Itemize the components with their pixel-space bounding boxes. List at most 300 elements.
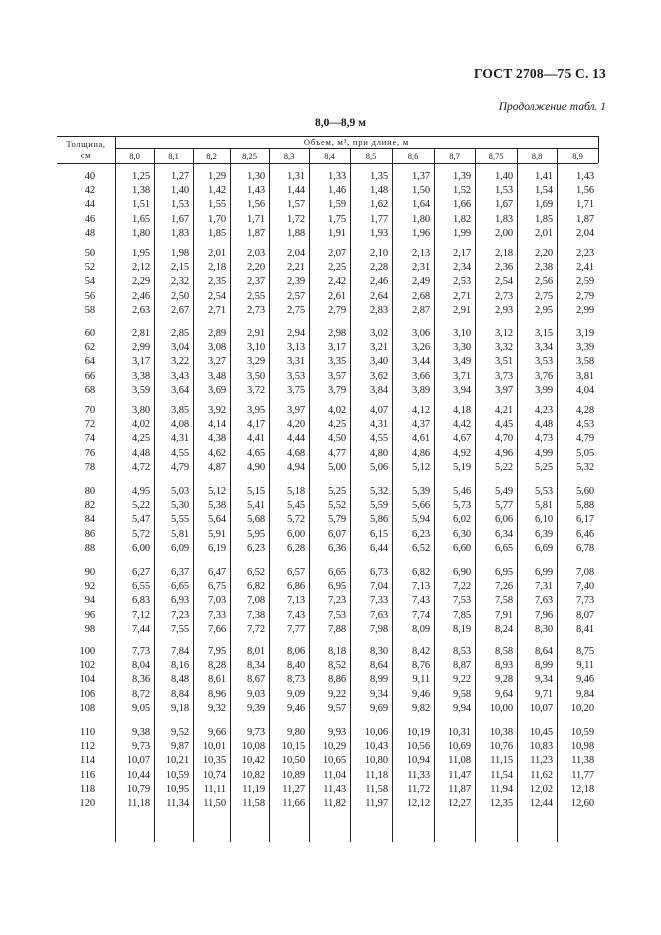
- volume-cell: 4,21: [495, 405, 513, 416]
- volume-cell: 3,13: [287, 342, 305, 354]
- volume-cell: 4,37: [412, 419, 430, 431]
- volume-cell: 2,56: [535, 276, 553, 288]
- volume-cell: 3,10: [453, 328, 471, 339]
- volume-cell: 3,76: [535, 370, 553, 382]
- volume-cell: 1,54: [535, 185, 553, 197]
- length-header: 8,5: [365, 151, 377, 161]
- volume-cell: 8,07: [576, 609, 594, 621]
- volume-cell: 9,80: [287, 727, 305, 738]
- volume-cell: 6,36: [328, 542, 346, 554]
- volume-cell: 10,74: [202, 769, 226, 781]
- volume-cell: 5,06: [370, 461, 388, 473]
- volume-cell: 8,48: [171, 674, 189, 686]
- volume-cell: 1,67: [171, 213, 189, 225]
- volume-cell: 7,84: [171, 646, 189, 657]
- volume-cell: 3,04: [171, 342, 189, 354]
- volume-cell: 5,30: [171, 500, 189, 512]
- volume-cell: 8,96: [208, 688, 226, 700]
- volume-cell: 10,19: [406, 727, 430, 738]
- volume-cell: 3,73: [495, 370, 513, 382]
- volume-cell: 6,95: [495, 567, 513, 578]
- volume-cell: 5,95: [247, 528, 265, 540]
- volume-cell: 4,95: [132, 486, 150, 497]
- volume-cell: 3,39: [576, 342, 594, 354]
- volume-cell: 8,53: [453, 646, 471, 657]
- volume-cell: 3,06: [412, 328, 430, 339]
- volume-cell: 2,46: [370, 276, 388, 288]
- volume-cell: 9,38: [132, 727, 150, 738]
- volume-cell: 9,73: [132, 741, 150, 753]
- volume-cell: 11,08: [448, 755, 471, 767]
- volume-cell: 11,58: [242, 798, 265, 809]
- volume-cell: 2,91: [247, 328, 265, 339]
- volume-cell: 3,92: [208, 405, 226, 416]
- volume-cell: 3,89: [412, 384, 430, 396]
- length-header: 8,0: [129, 151, 140, 161]
- volume-cell: 1,53: [171, 199, 189, 211]
- volume-cell: 11,77: [571, 769, 594, 781]
- thickness-value: 70: [84, 405, 95, 416]
- volume-cell: 2,34: [453, 262, 471, 274]
- volume-cell: 5,77: [495, 500, 513, 512]
- volume-cell: 1,65: [132, 213, 150, 225]
- thickness-value: 86: [84, 528, 95, 540]
- volume-cell: 7,26: [495, 581, 513, 593]
- volume-cell: 4,55: [171, 447, 189, 459]
- volume-cell: 4,12: [412, 405, 430, 416]
- volume-cell: 5,64: [208, 514, 226, 526]
- volume-cell: 7,03: [208, 595, 226, 607]
- volume-cell: 12,12: [406, 798, 430, 809]
- volume-cell: 4,50: [328, 433, 346, 445]
- volume-cell: 11,54: [490, 769, 513, 781]
- volume-cell: 5,55: [171, 514, 189, 526]
- volume-cell: 6,86: [287, 581, 305, 593]
- volume-cell: 5,05: [576, 447, 594, 459]
- volume-cell: 3,97: [495, 384, 513, 396]
- volume-cell: 5,72: [287, 514, 305, 526]
- volume-cell: 3,50: [247, 370, 265, 382]
- volume-cell: 6,93: [171, 595, 189, 607]
- volume-cell: 5,86: [370, 514, 388, 526]
- volume-cell: 11,15: [490, 755, 513, 767]
- volume-cell: 6,00: [287, 528, 305, 540]
- thickness-value: 94: [84, 595, 95, 607]
- volume-header: Объем, м³, при длине, м: [303, 137, 410, 147]
- volume-cell: 1,91: [328, 227, 346, 239]
- volume-cell: 2,83: [370, 304, 388, 316]
- volume-cell: 9,84: [576, 688, 594, 700]
- volume-cell: 6,78: [576, 542, 594, 554]
- volume-cell: 10,29: [322, 741, 346, 753]
- volume-cell: 11,87: [448, 783, 471, 795]
- volume-cell: 9,11: [576, 660, 594, 672]
- volume-cell: 2,25: [328, 262, 346, 274]
- volume-cell: 5,91: [208, 528, 226, 540]
- volume-cell: 10,35: [202, 755, 226, 767]
- volume-cell: 2,18: [495, 248, 513, 259]
- length-header: 8,2: [206, 151, 217, 161]
- volume-cell: 11,43: [323, 783, 346, 795]
- volume-cell: 5,45: [287, 500, 305, 512]
- volume-cell: 2,61: [328, 290, 346, 302]
- volume-cell: 11,72: [407, 783, 430, 795]
- volume-cell: 6,02: [453, 514, 471, 526]
- volume-cell: 7,13: [412, 581, 430, 593]
- volume-cell: 11,04: [323, 769, 346, 781]
- volume-cell: 3,19: [576, 328, 594, 339]
- volume-cell: 3,32: [495, 342, 513, 354]
- volume-cell: 2,59: [576, 276, 594, 288]
- thickness-value: 84: [84, 514, 95, 526]
- volume-cell: 10,89: [281, 769, 305, 781]
- volume-cell: 7,73: [132, 646, 150, 657]
- volume-cell: 1,40: [495, 171, 513, 182]
- volume-cell: 2,20: [535, 248, 553, 259]
- volume-cell: 1,43: [247, 185, 265, 197]
- volume-cell: 8,34: [247, 660, 265, 672]
- volume-cell: 12,60: [570, 798, 594, 809]
- volume-cell: 2,15: [171, 262, 189, 274]
- volume-cell: 5,53: [535, 486, 553, 497]
- thickness-value: 98: [84, 623, 95, 635]
- volume-cell: 7,98: [370, 623, 388, 635]
- thickness-value: 116: [79, 769, 95, 781]
- volume-cell: 6,39: [535, 528, 553, 540]
- volume-cell: 11,34: [166, 798, 189, 809]
- volume-cell: 1,25: [132, 171, 150, 182]
- thickness-value: 82: [84, 500, 95, 512]
- volume-cell: 10,69: [447, 741, 471, 753]
- volume-cell: 9,46: [287, 702, 305, 714]
- volume-cell: 4,44: [287, 433, 305, 445]
- volume-cell: 2,10: [370, 248, 388, 259]
- thickness-value: 106: [79, 688, 95, 700]
- volume-cell: 6,46: [576, 528, 594, 540]
- volume-cell: 5,59: [370, 500, 388, 512]
- volume-cell: 1,69: [535, 199, 553, 211]
- volume-cell: 9,46: [576, 674, 594, 686]
- volume-cell: 3,71: [453, 370, 471, 382]
- volume-cell: 8,42: [412, 646, 430, 657]
- page-header: ГОСТ 2708—75 С. 13: [473, 66, 606, 81]
- volume-cell: 3,44: [412, 356, 430, 368]
- volume-cell: 2,67: [171, 304, 189, 316]
- volume-cell: 3,21: [370, 342, 388, 354]
- volume-cell: 4,80: [370, 447, 388, 459]
- volume-cell: 9,22: [328, 688, 346, 700]
- volume-cell: 6,09: [171, 542, 189, 554]
- volume-cell: 8,18: [328, 646, 346, 657]
- volume-cell: 10,21: [165, 755, 189, 767]
- volume-cell: 4,18: [453, 405, 471, 416]
- volume-cell: 2,54: [495, 276, 513, 288]
- volume-cell: 5,22: [132, 500, 150, 512]
- volume-cell: 7,91: [495, 609, 513, 621]
- volume-cell: 8,36: [132, 674, 150, 686]
- volume-cell: 4,20: [287, 419, 305, 431]
- volume-cell: 9,82: [412, 702, 430, 714]
- volume-cell: 3,75: [287, 384, 305, 396]
- thickness-value: 54: [84, 276, 95, 288]
- volume-cell: 8,84: [171, 688, 189, 700]
- thickness-header-line2: см: [80, 150, 92, 160]
- volume-cell: 2,17: [453, 248, 471, 259]
- volume-cell: 11,47: [448, 769, 471, 781]
- volume-cell: 9,28: [495, 674, 513, 686]
- volume-cell: 2,13: [412, 248, 430, 259]
- volume-cell: 4,14: [208, 419, 226, 431]
- volume-cell: 6,60: [453, 542, 471, 554]
- volume-cell: 1,87: [576, 213, 594, 225]
- volume-cell: 10,07: [529, 702, 553, 714]
- thickness-value: 56: [84, 290, 95, 302]
- volume-cell: 8,30: [370, 646, 388, 657]
- volume-cell: 1,50: [412, 185, 430, 197]
- table-rule: [598, 136, 599, 163]
- thickness-value: 58: [84, 304, 95, 316]
- volume-cell: 9,32: [208, 702, 226, 714]
- volume-cell: 7,33: [370, 595, 388, 607]
- volume-cell: 3,80: [132, 405, 150, 416]
- volume-cell: 1,85: [535, 213, 553, 225]
- volume-cell: 10,08: [241, 741, 265, 753]
- volume-cell: 9,73: [247, 727, 265, 738]
- volume-cell: 4,41: [247, 433, 265, 445]
- volume-cell: 5,47: [132, 514, 150, 526]
- volume-cell: 1,64: [412, 199, 430, 211]
- volume-cell: 3,30: [453, 342, 471, 354]
- volume-cell: 11,50: [203, 798, 226, 809]
- volume-cell: 4,86: [412, 447, 430, 459]
- volume-cell: 3,34: [535, 342, 553, 354]
- volume-cell: 3,02: [370, 328, 388, 339]
- thickness-value: 120: [79, 798, 95, 809]
- volume-cell: 4,96: [495, 447, 513, 459]
- volume-cell: 2,73: [247, 304, 265, 316]
- volume-cell: 1,83: [171, 227, 189, 239]
- volume-cell: 6,00: [132, 542, 150, 554]
- volume-cell: 10,83: [529, 741, 553, 753]
- volume-cell: 11,33: [407, 769, 430, 781]
- thickness-value: 96: [84, 609, 95, 621]
- volume-cell: 7,08: [576, 567, 594, 578]
- volume-cell: 11,97: [365, 798, 388, 809]
- thickness-value: 88: [84, 542, 95, 554]
- volume-cell: 5,73: [453, 500, 471, 512]
- volume-cell: 6,19: [208, 542, 226, 554]
- volume-cell: 10,65: [322, 755, 346, 767]
- volume-cell: 1,62: [370, 199, 388, 211]
- volume-cell: 8,64: [535, 646, 553, 657]
- volume-cell: 5,25: [535, 461, 553, 473]
- volume-cell: 9,93: [328, 727, 346, 738]
- volume-cell: 9,94: [453, 702, 471, 714]
- volume-cell: 1,55: [208, 199, 226, 211]
- thickness-value: 100: [79, 646, 95, 657]
- volume-cell: 8,72: [132, 688, 150, 700]
- thickness-value: 102: [79, 660, 95, 672]
- volume-cell: 9,69: [370, 702, 388, 714]
- volume-cell: 6,23: [247, 542, 265, 554]
- volume-cell: 2,18: [208, 262, 226, 274]
- volume-cell: 9,18: [171, 702, 189, 714]
- length-header: 8,9: [572, 151, 583, 161]
- volume-cell: 4,08: [171, 419, 189, 431]
- volume-cell: 12,18: [570, 783, 594, 795]
- volume-cell: 3,72: [247, 384, 265, 396]
- volume-cell: 3,59: [132, 384, 150, 396]
- volume-cell: 4,55: [370, 433, 388, 445]
- volume-cell: 6,65: [495, 542, 513, 554]
- thickness-value: 44: [84, 199, 95, 211]
- volume-cell: 1,70: [208, 213, 226, 225]
- thickness-value: 80: [84, 486, 95, 497]
- volume-cell: 6,37: [171, 567, 189, 578]
- volume-cell: 11,11: [203, 783, 226, 795]
- volume-cell: 2,81: [132, 328, 150, 339]
- volume-cell: 6,65: [328, 567, 346, 578]
- volume-cell: 10,01: [202, 741, 226, 753]
- volume-cell: 6,44: [370, 542, 388, 554]
- volume-cell: 8,75: [576, 646, 594, 657]
- volume-cell: 11,23: [530, 755, 553, 767]
- volume-cell: 1,42: [208, 185, 226, 197]
- volume-cell: 2,49: [412, 276, 430, 288]
- volume-cell: 9,71: [535, 688, 553, 700]
- volume-cell: 2,94: [287, 328, 305, 339]
- volume-cell: 4,61: [412, 433, 430, 445]
- length-header: 8,75: [488, 151, 504, 161]
- volume-cell: 4,99: [535, 447, 553, 459]
- volume-cell: 8,09: [412, 623, 430, 635]
- volume-cell: 12,27: [447, 798, 471, 809]
- volume-cell: 6,57: [287, 567, 305, 578]
- volume-cell: 2,75: [287, 304, 305, 316]
- volume-cell: 11,62: [530, 769, 553, 781]
- volume-cell: 3,26: [412, 342, 430, 354]
- volume-cell: 2,85: [171, 328, 189, 339]
- volume-cell: 3,97: [287, 405, 305, 416]
- volume-cell: 2,00: [495, 227, 513, 239]
- volume-cell: 7,43: [287, 609, 305, 621]
- volume-cell: 8,99: [535, 660, 553, 672]
- volume-cell: 5,81: [535, 500, 553, 512]
- volume-cell: 8,58: [495, 646, 513, 657]
- volume-cell: 10,56: [406, 741, 430, 753]
- volume-cell: 5,12: [412, 461, 430, 473]
- volume-cell: 8,41: [576, 623, 594, 635]
- volume-cell: 7,31: [535, 581, 553, 593]
- volume-cell: 2,42: [328, 276, 346, 288]
- volume-cell: 3,49: [453, 356, 471, 368]
- volume-cell: 11,18: [127, 798, 150, 809]
- volume-cell: 10,00: [489, 702, 513, 714]
- length-header: 8,25: [242, 151, 257, 161]
- volume-cell: 7,12: [132, 609, 150, 621]
- volume-cell: 2,50: [171, 290, 189, 302]
- volume-cell: 1,85: [208, 227, 226, 239]
- volume-cell: 7,53: [453, 595, 471, 607]
- volume-cell: 3,84: [370, 384, 388, 396]
- volume-cell: 2,75: [535, 290, 553, 302]
- volume-cell: 8,04: [132, 660, 150, 672]
- volume-cell: 1,33: [328, 171, 346, 182]
- volume-cell: 8,67: [247, 674, 265, 686]
- volume-cell: 7,23: [328, 595, 346, 607]
- volume-cell: 5,38: [208, 500, 226, 512]
- thickness-value: 50: [84, 248, 95, 259]
- thickness-value: 76: [84, 447, 95, 459]
- volume-cell: 7,72: [247, 623, 265, 635]
- volume-cell: 10,59: [165, 769, 189, 781]
- volume-cell: 10,06: [364, 727, 388, 738]
- volume-cell: 5,18: [287, 486, 305, 497]
- volume-cell: 7,33: [208, 609, 226, 621]
- volume-cell: 7,95: [208, 646, 226, 657]
- volume-cell: 2,41: [576, 262, 594, 274]
- volume-cell: 5,25: [328, 486, 346, 497]
- volume-cell: 10,50: [281, 755, 305, 767]
- thickness-value: 52: [84, 262, 95, 274]
- volume-cell: 3,15: [535, 328, 553, 339]
- thickness-value: 46: [84, 213, 95, 225]
- volume-cell: 1,66: [453, 199, 471, 211]
- volume-cell: 1,67: [495, 199, 513, 211]
- volume-cell: 6,23: [412, 528, 430, 540]
- volume-cell: 10,42: [241, 755, 265, 767]
- volume-cell: 5,68: [247, 514, 265, 526]
- volume-cell: 4,94: [287, 461, 305, 473]
- volume-cell: 2,54: [208, 290, 226, 302]
- volume-cell: 10,38: [489, 727, 513, 738]
- volume-cell: 3,62: [370, 370, 388, 382]
- volume-cell: 2,79: [576, 290, 594, 302]
- volume-cell: 2,20: [247, 262, 265, 274]
- thickness-value: 64: [84, 356, 95, 368]
- length-header: 8,4: [324, 151, 335, 161]
- volume-cell: 4,42: [453, 419, 471, 431]
- volume-cell: 3,38: [132, 370, 150, 382]
- thickness-value: 40: [84, 171, 95, 182]
- volume-cell: 12,02: [529, 783, 553, 795]
- volume-cell: 2,93: [495, 304, 513, 316]
- volume-cell: 3,66: [412, 370, 430, 382]
- volume-cell: 1,75: [328, 213, 346, 225]
- volume-cell: 6,90: [453, 567, 471, 578]
- volume-cell: 4,48: [535, 419, 553, 431]
- volume-cell: 9,34: [370, 688, 388, 700]
- volume-cell: 7,96: [535, 609, 553, 621]
- volume-cell: 7,43: [412, 595, 430, 607]
- volume-cell: 2,71: [208, 304, 226, 316]
- volume-cell: 10,43: [364, 741, 388, 753]
- volume-cell: 9,64: [495, 688, 513, 700]
- volume-cell: 6,27: [132, 567, 150, 578]
- volume-cell: 1,46: [328, 185, 346, 197]
- volume-cell: 11,27: [282, 783, 305, 795]
- volume-cell: 3,22: [171, 356, 189, 368]
- volume-cell: 5,41: [247, 500, 265, 512]
- volume-cell: 7,66: [208, 623, 226, 635]
- volume-cell: 7,74: [412, 609, 430, 621]
- volume-cell: 1,96: [412, 227, 430, 239]
- volume-cell: 5,88: [576, 500, 594, 512]
- volume-cell: 2,68: [412, 290, 430, 302]
- volume-cell: 3,58: [576, 356, 594, 368]
- volume-cell: 8,16: [171, 660, 189, 672]
- volume-cell: 8,64: [370, 660, 388, 672]
